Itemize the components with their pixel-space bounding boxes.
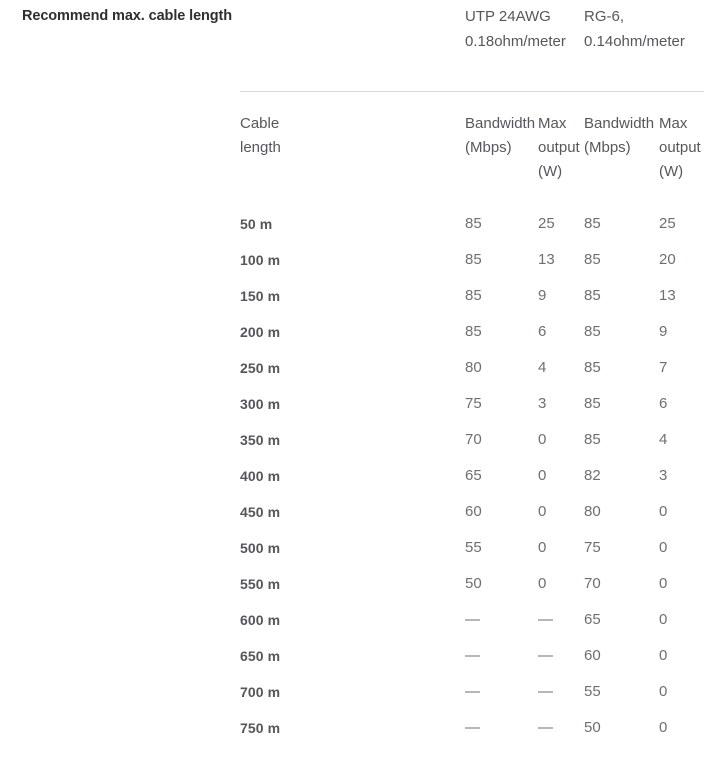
table-row [240, 458, 704, 494]
utp-max-output-cell: 0 [538, 575, 547, 592]
rg6-bandwidth-cell: 85 [584, 431, 601, 448]
rg6-max-output-cell: 0 [659, 647, 668, 664]
column-header-rg6-bandwidth: Bandwidth (Mbps) [584, 115, 655, 156]
rg6-bandwidth-cell: 60 [584, 647, 601, 664]
table-row [240, 422, 704, 458]
cable-type-utp24awg: UTP 24AWG 0.18ohm/meter [465, 4, 584, 92]
utp-bandwidth-cell: 80 [465, 359, 482, 376]
utp-max-output-cell: 0 [538, 467, 547, 484]
rg6-max-output-cell: 4 [659, 431, 668, 448]
rg6-bandwidth-cell: 80 [584, 503, 601, 520]
utp-max-output-cell: 0 [538, 431, 547, 448]
utp-bandwidth-cell: 85 [465, 287, 482, 304]
rg6-max-output-cell: 3 [659, 467, 668, 484]
utp-max-output-cell: 3 [538, 395, 547, 412]
rg6-bandwidth-cell: 55 [584, 683, 601, 700]
rg6-bandwidth-cell: 85 [584, 359, 601, 376]
table-row [240, 494, 704, 530]
table-row [240, 566, 704, 602]
table-row [240, 206, 704, 242]
utp-bandwidth-cell: — [465, 647, 480, 664]
table-row [240, 530, 704, 566]
utp-max-output-cell: — [538, 683, 553, 700]
utp-bandwidth-cell: 50 [465, 575, 482, 592]
rg6-max-output-cell: 0 [659, 539, 668, 556]
utp-bandwidth-cell: 60 [465, 503, 482, 520]
utp-max-output-cell: 25 [538, 215, 555, 232]
rg6-bandwidth-cell: 70 [584, 575, 601, 592]
utp-max-output-cell: — [538, 611, 553, 628]
table-row [240, 674, 704, 710]
cable-length-cell: 550 m [240, 576, 281, 592]
utp-bandwidth-cell: — [465, 719, 480, 736]
cable-length-cell: 200 m [240, 324, 281, 340]
cable-type-rg6: RG-6, 0.14ohm/meter [584, 4, 704, 92]
table-row [240, 278, 704, 314]
rg6-bandwidth-cell: 85 [584, 215, 601, 232]
rg6-max-output-cell: 13 [659, 287, 676, 304]
rg6-max-output-cell: 9 [659, 323, 668, 340]
utp-bandwidth-cell: 85 [465, 215, 482, 232]
rg6-bandwidth-cell: 85 [584, 287, 601, 304]
utp-max-output-cell: 0 [538, 503, 547, 520]
rg6-bandwidth-cell: 65 [584, 611, 601, 628]
utp-max-output-cell: 4 [538, 359, 547, 376]
table-body [240, 206, 704, 746]
table-row [240, 386, 704, 422]
cable-length-cell: 50 m [240, 216, 273, 232]
table-row [240, 638, 704, 674]
rg6-bandwidth-cell: 75 [584, 539, 601, 556]
table-row [240, 242, 704, 278]
utp-bandwidth-cell: 75 [465, 395, 482, 412]
utp-bandwidth-cell: — [465, 683, 480, 700]
rg6-bandwidth-cell: 85 [584, 251, 601, 268]
rg6-max-output-cell: 0 [659, 575, 668, 592]
rg6-max-output-cell: 0 [659, 719, 668, 736]
cable-length-cell: 600 m [240, 612, 281, 628]
cable-length-cell: 450 m [240, 504, 281, 520]
rg6-max-output-cell: 20 [659, 251, 676, 268]
utp-bandwidth-cell: 85 [465, 251, 482, 268]
cable-type-header-row [240, 4, 704, 92]
cable-length-cell: 350 m [240, 432, 281, 448]
utp-max-output-cell: 13 [538, 251, 555, 268]
rg6-bandwidth-cell: 85 [584, 323, 601, 340]
rg6-max-output-cell: 0 [659, 683, 668, 700]
utp-bandwidth-cell: 65 [465, 467, 482, 484]
cable-length-cell: 300 m [240, 396, 281, 412]
utp-bandwidth-cell: 85 [465, 323, 482, 340]
table-row [240, 350, 704, 386]
rg6-max-output-cell: 0 [659, 503, 668, 520]
table-row [240, 710, 704, 746]
rg6-bandwidth-cell: 50 [584, 719, 601, 736]
cable-length-table [240, 4, 704, 746]
column-header-cable-length: Cable length [240, 115, 281, 156]
table-row [240, 602, 704, 638]
rg6-max-output-cell: 6 [659, 395, 668, 412]
utp-max-output-cell: 0 [538, 539, 547, 556]
utp-max-output-cell: 6 [538, 323, 547, 340]
column-header-utp-bandwidth: Bandwidth (Mbps) [465, 115, 536, 156]
rg6-max-output-cell: 0 [659, 611, 668, 628]
cable-length-cell: 150 m [240, 288, 281, 304]
utp-bandwidth-cell: 55 [465, 539, 482, 556]
utp-max-output-cell: — [538, 647, 553, 664]
column-header-rg6-max-output: Max output (W) [659, 115, 701, 180]
utp-max-output-cell: — [538, 719, 553, 736]
rg6-bandwidth-cell: 82 [584, 467, 601, 484]
rg6-max-output-cell: 7 [659, 359, 668, 376]
rg6-max-output-cell: 25 [659, 215, 676, 232]
cable-length-cell: 750 m [240, 720, 281, 736]
cable-length-cell: 400 m [240, 468, 281, 484]
utp-bandwidth-cell: 70 [465, 431, 482, 448]
utp-max-output-cell: 9 [538, 287, 547, 304]
utp-bandwidth-cell: — [465, 611, 480, 628]
table-row [240, 314, 704, 350]
column-header-row [240, 92, 704, 207]
cable-length-cell: 700 m [240, 684, 281, 700]
cable-length-cell: 650 m [240, 648, 281, 664]
column-header-utp-max-output: Max output (W) [538, 115, 580, 180]
cable-length-cell: 250 m [240, 360, 281, 376]
cable-type-empty-cell [240, 4, 465, 92]
cable-length-cell: 100 m [240, 252, 281, 268]
rg6-bandwidth-cell: 85 [584, 395, 601, 412]
cable-length-cell: 500 m [240, 540, 281, 556]
section-label: Recommend max. cable length [22, 8, 233, 24]
